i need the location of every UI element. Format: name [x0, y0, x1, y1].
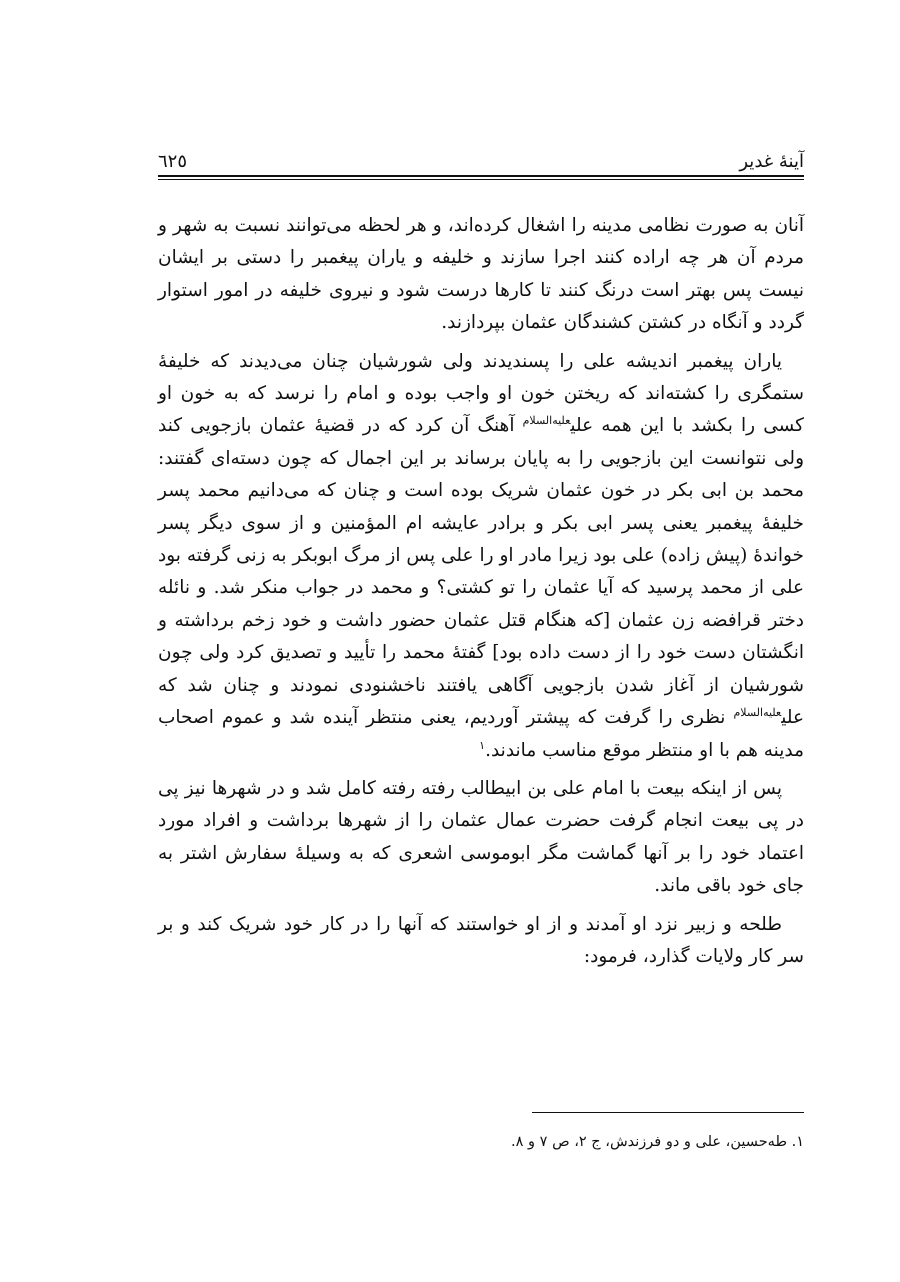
- footnote-separator: [532, 1112, 804, 1113]
- main-text: [158, 210, 804, 973]
- footnote: ١. طه‌حسین، علی و دو فرزندش، ج ٢، ص ٧ و ٨.: [511, 1134, 804, 1150]
- paragraph-1: آنان به صورت نظامی مدینه را اشغال کرده‌اند، و هر لحظه می‌توانند نسبت به شهر و مردم آن هر چه اراده کنند اجرا سازند و خلیفه و یاران پیغمبر را دستی بر ایشان نیست پس بهتر است درنگ کنند تا کارها درست شود و نیروی خلیفه در امور استوار گردد و آنگاه در کشتن کشندگان عثمان بپردازند.: [158, 215, 804, 334]
- page-number: ٦٢٥: [158, 151, 188, 172]
- page-content: [158, 140, 804, 979]
- header-rule-thick: [158, 175, 804, 177]
- header-rule-thin: [158, 179, 804, 180]
- paragraph-3: پس از اینکه بیعت با امام علی بن ابیطالب رفته رفته کامل شد و در شهرها نیز پی در پی بیعت انجام گرفت حضرت عمال عثمان را از شهرها برداشت و افراد مورد اعتماد خود را بر آنها گماشت مگر ابوموسی اشعری که به وسیلهٔ سفارش اشتر به جای خود باقی ماند.: [158, 777, 804, 897]
- paragraph-4: طلحه و زبیر نزد او آمدند و از او خواستند که آنها را در کار خود شریک کند و بر سر کار ولایات گذارد، فرمود:: [158, 913, 804, 967]
- running-header: [158, 140, 804, 172]
- salutation-mark: علیه‌السلام: [733, 705, 782, 719]
- book-title: آینهٔ غدیر: [739, 151, 804, 172]
- footnote-reference: ١: [479, 738, 486, 752]
- salutation-mark: علیه‌السلام: [522, 414, 571, 428]
- paragraph-2: یاران پیغمبر اندیشه علی را پسندیدند ولی شورشیان چنان می‌دیدند که خلیفهٔ ستمگری را کشته‌اند که ریختن خون او واجب بوده و امام را نرسد که به خون او کسی را بکشد با این همه علی$^{علیه‌السلام}$ آهنگ آن کرد که در قضیهٔ عثمان بازجویی کند ولی نتوانست این بازجویی را به پایان برساند بر این اجمال که چون دسته‌ای گفتند: محمد بن ابی بکر در خون عثمان شریک بوده است و چنان که می‌دانیم محمد پسر خلیفهٔ پیغمبر یعنی پسر ابی بکر و برادر عایشه ام المؤمنین و از سوی دیگر پسر خواندهٔ (پیش زاده) علی بود زیرا مادر او را علی پس از مرگ ابوبکر به زنی گرفته بود علی از محمد پرسید که آیا عثمان را تو کشتی؟ و محمد در جواب منکر شد. و نائله دختر قرافضه زن عثمان [که هنگام قتل عثمان حضور داشت و خود زخم برداشته و انگشتان دست خود را از دست داده بود] گفتهٔ محمد را تأیید و تصدیق کرد ولی چون شورشیان از آغاز شدن بازجویی آگاهی یافتند ناخشنودی نمودند و چنان شد که علی$^{علیه‌السلام}$ نظری را گرفت که پیشتر آوردیم، یعنی منتظر آینده شد و عموم اصحاب مدینه هم با او منتظر موقع مناسب ماندند.$^١$: [158, 350, 804, 761]
